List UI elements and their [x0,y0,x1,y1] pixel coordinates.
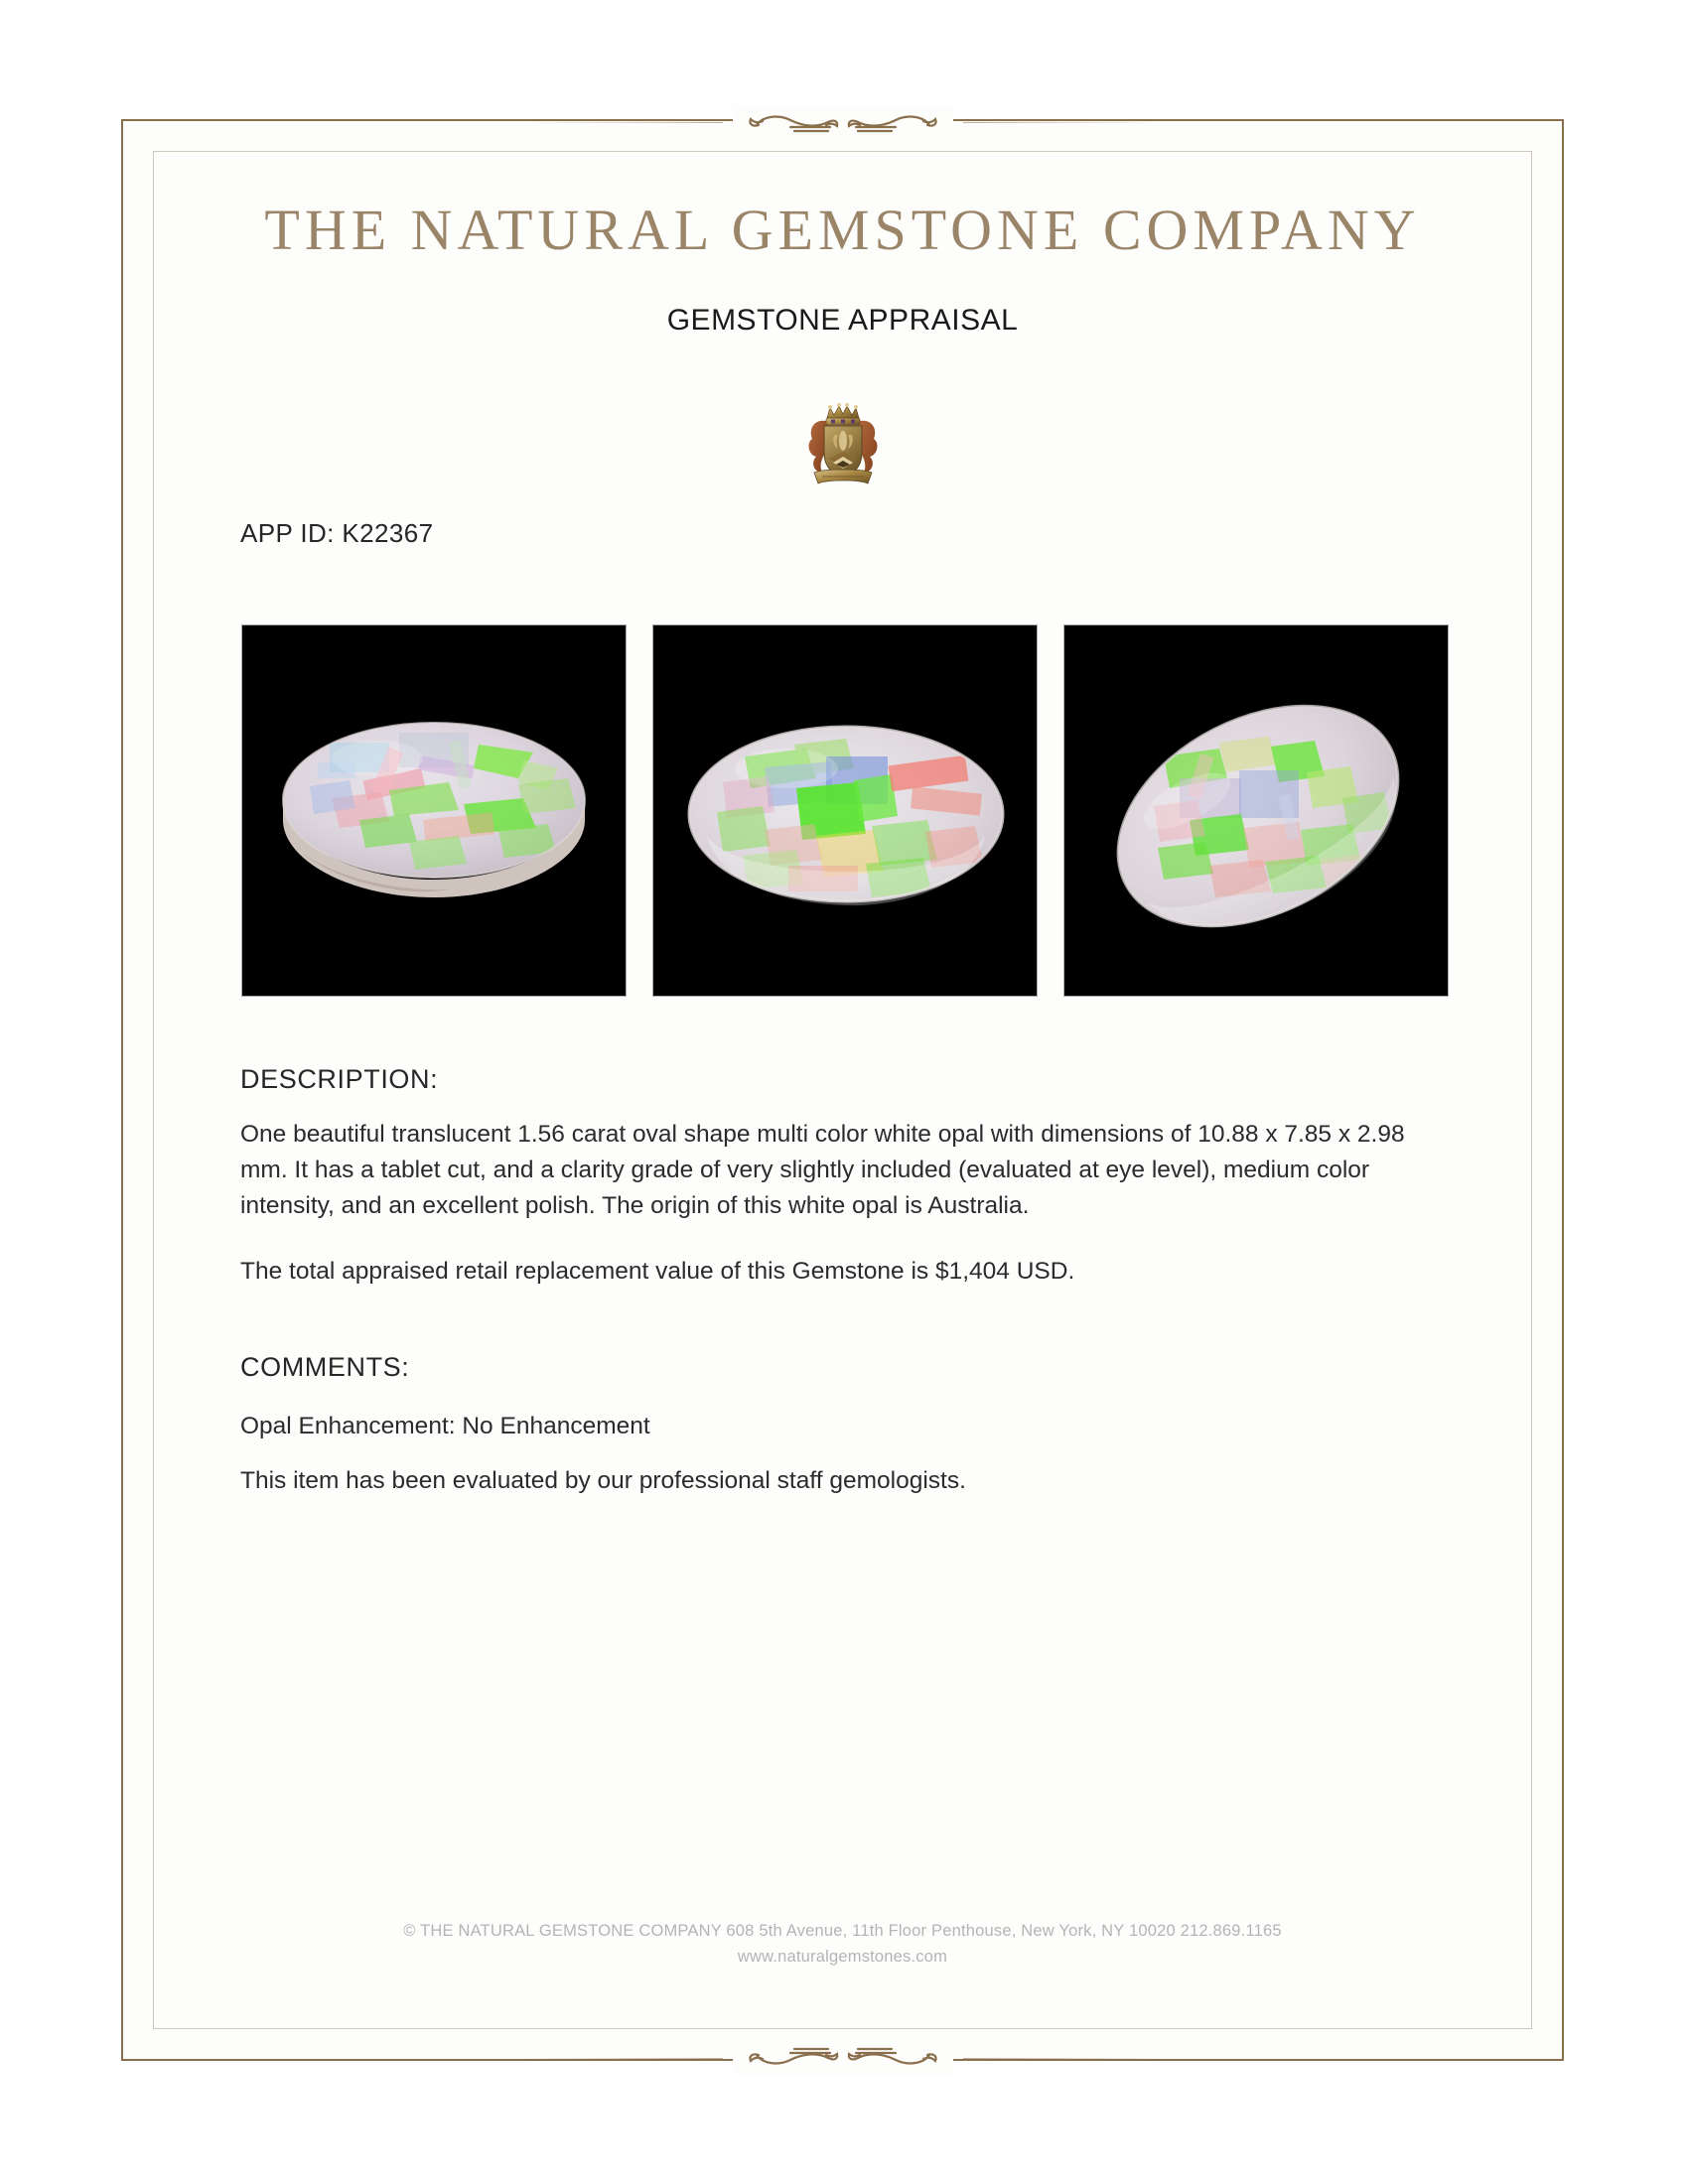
top-ornament [123,105,1562,139]
description-body: One beautiful translucent 1.56 carat oval shape multi color white opal with dimensions of 10.88 x 7.85 x 2.98 mm. It has a tablet cut, and a clarity grade of very slightly included (evaluated at eye level), medium color intensity, and an excellent polish. The origin of this white opal is Australia. [240,1121,1405,1219]
flourish-ornament-icon-bottom [733,2041,953,2075]
ornament-rule-left-bottom [524,2058,723,2059]
gemstone-photo-1 [241,624,627,997]
comment-evaluated: This item has been evaluated by our professional staff gemologists. [240,1467,966,1494]
comments-heading: COMMENTS: [240,1352,410,1382]
footer-address-line: © THE NATURAL GEMSTONE COMPANY 608 5th Avenue, 11th Floor Penthouse, New York, NY 10020 212.869.1165 [403,1922,1282,1940]
gemstone-photo-3 [1063,624,1449,997]
flourish-ornament-icon [733,105,953,139]
company-title: THE NATURAL GEMSTONE COMPANY [264,198,1421,262]
gemstone-photo-2 [652,624,1038,997]
footer [123,1918,1562,1970]
ornament-rule-right-bottom [963,2058,1162,2059]
description-heading: DESCRIPTION: [240,1064,439,1094]
comment-enhancement: Opal Enhancement: No Enhancement [240,1413,650,1439]
document-subtitle: GEMSTONE APPRAISAL [666,304,1019,337]
ornament-rule-right [963,122,1162,123]
footer-website-line: www.naturalgemstones.com [737,1948,948,1966]
heraldic-crest-icon [800,399,886,490]
gemstone-photo-strip [241,624,1449,997]
bottom-ornament [123,2041,1562,2075]
appraisal-certificate [121,119,1564,2061]
appraised-value-text: The total appraised retail replacement value of this Gemstone is $1,404 USD. [240,1258,1075,1285]
ornament-rule-left [524,122,723,123]
app-id: APP ID: K22367 [240,518,434,548]
